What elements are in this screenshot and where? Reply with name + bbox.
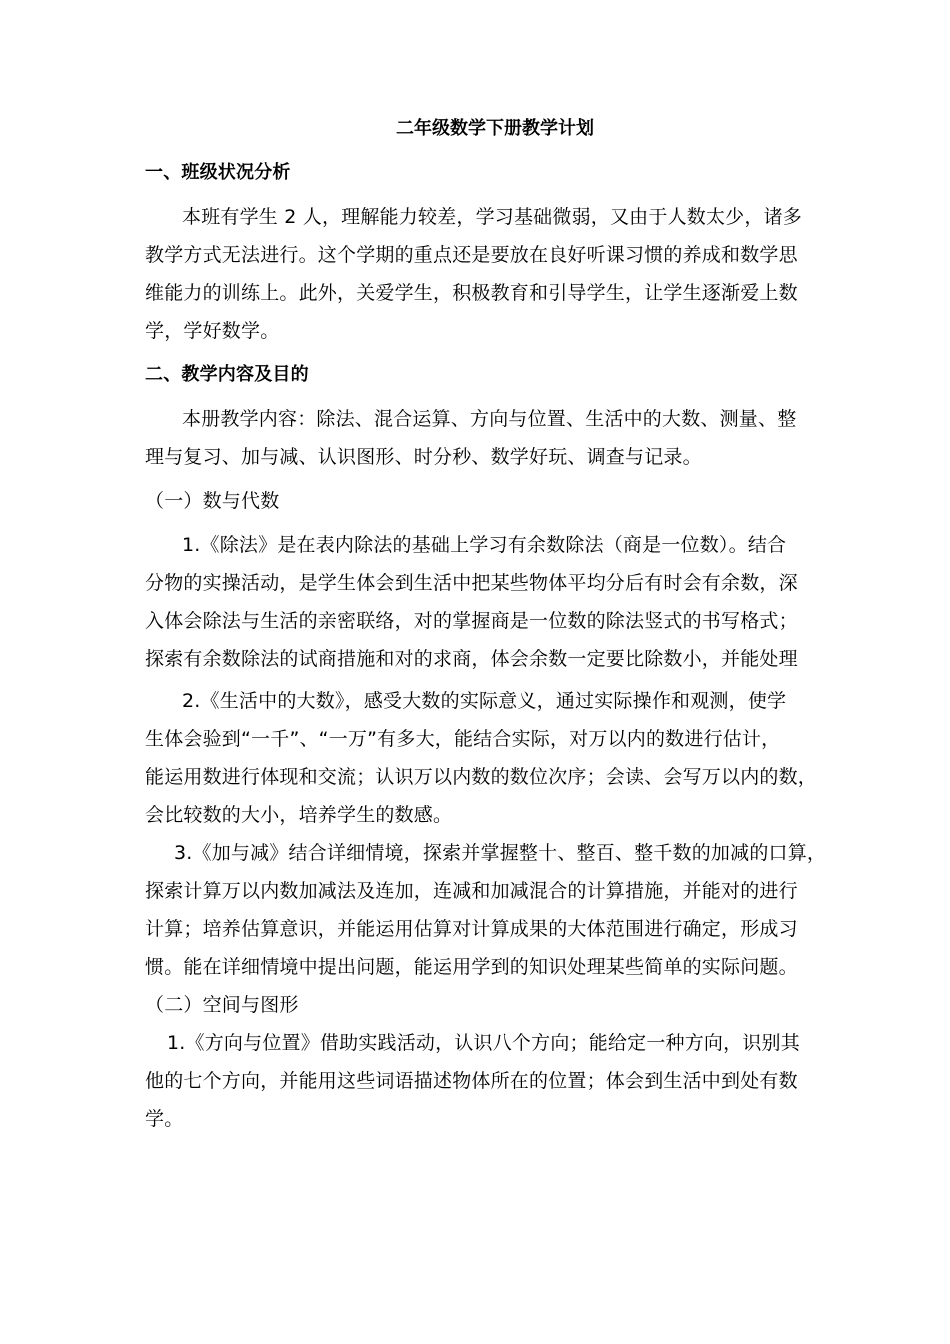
paragraph-line: 学。 [145, 1108, 184, 1130]
paragraph-line: 维能力的训练上。此外，关爱学生，积极教育和引导学生，让学生逐渐爱上数 [145, 282, 798, 304]
paragraph-line: 能运用数进行体现和交流；认识万以内数的数位次序；会读、会写万以内的数， [145, 766, 818, 788]
section-heading-teaching-content: 二、教学内容及目的 [145, 364, 309, 385]
paragraph-line: 入体会除法与生活的亲密联络，对的掌握商是一位数的除法竖式的书写格式； [145, 610, 798, 632]
paragraph-line: 本册教学内容：除法、混合运算、方向与位置、生活中的大数、测量、整 [182, 408, 797, 430]
paragraph-line: 惯。能在详细情境中提出问题，能运用学到的知识处理某些简单的实际问题。 [145, 956, 798, 978]
paragraph-line: 理与复习、加与减、认识图形、时分秒、数学好玩、调查与记录。 [145, 446, 702, 468]
paragraph-line: 分物的实操活动，是学生体会到生活中把某些物体平均分后有时会有余数，深 [145, 572, 798, 594]
paragraph-line: 1.《除法》是在表内除法的基础上学习有余数除法（商是一位数）。结合 [182, 534, 787, 556]
paragraph-line: 生体会验到“一千”、“一万”有多大，能结合实际，对万以内的数进行估计， [145, 728, 781, 750]
paragraph-line: 会比较数的大小，培养学生的数感。 [145, 804, 453, 826]
paragraph-line: 他的七个方向，并能用这些词语描述物体所在的位置；体会到生活中到处有数 [145, 1070, 798, 1092]
paragraph-line: 3.《加与减》结合详细情境，探索并掌握整十、整百、整千数的加减的口算， [174, 842, 827, 864]
subsection-heading-number-algebra: （一）数与代数 [145, 490, 280, 512]
section-heading-class-analysis: 一、班级状况分析 [145, 162, 291, 183]
paragraph-line: 本班有学生 2 人，理解能力较差，学习基础微弱，又由于人数太少，诸多 [182, 206, 802, 228]
paragraph-line: 计算；培养估算意识，并能运用估算对计算成果的大体范围进行确定，形成习 [145, 918, 798, 940]
document-title: 二年级数学下册教学计划 [396, 118, 594, 139]
paragraph-line: 2.《生活中的大数》，感受大数的实际意义，通过实际操作和观测，使学 [182, 690, 787, 712]
paragraph-line: 教学方式无法进行。这个学期的重点还是要放在良好听课习惯的养成和数学思 [145, 244, 798, 266]
paragraph-line: 探索计算万以内数加减法及连加，连减和加减混合的计算措施，并能对的进行 [145, 880, 798, 902]
paragraph-line: 探索有余数除法的试商措施和对的求商，体会余数一定要比除数小，并能处理 [145, 648, 798, 670]
paragraph-line: 学，学好数学。 [145, 320, 280, 342]
paragraph-line: 1.《方向与位置》借助实践活动，认识八个方向；能给定一种方向，识别其 [167, 1032, 800, 1054]
subsection-heading-space-shape: （二）空间与图形 [145, 994, 299, 1016]
